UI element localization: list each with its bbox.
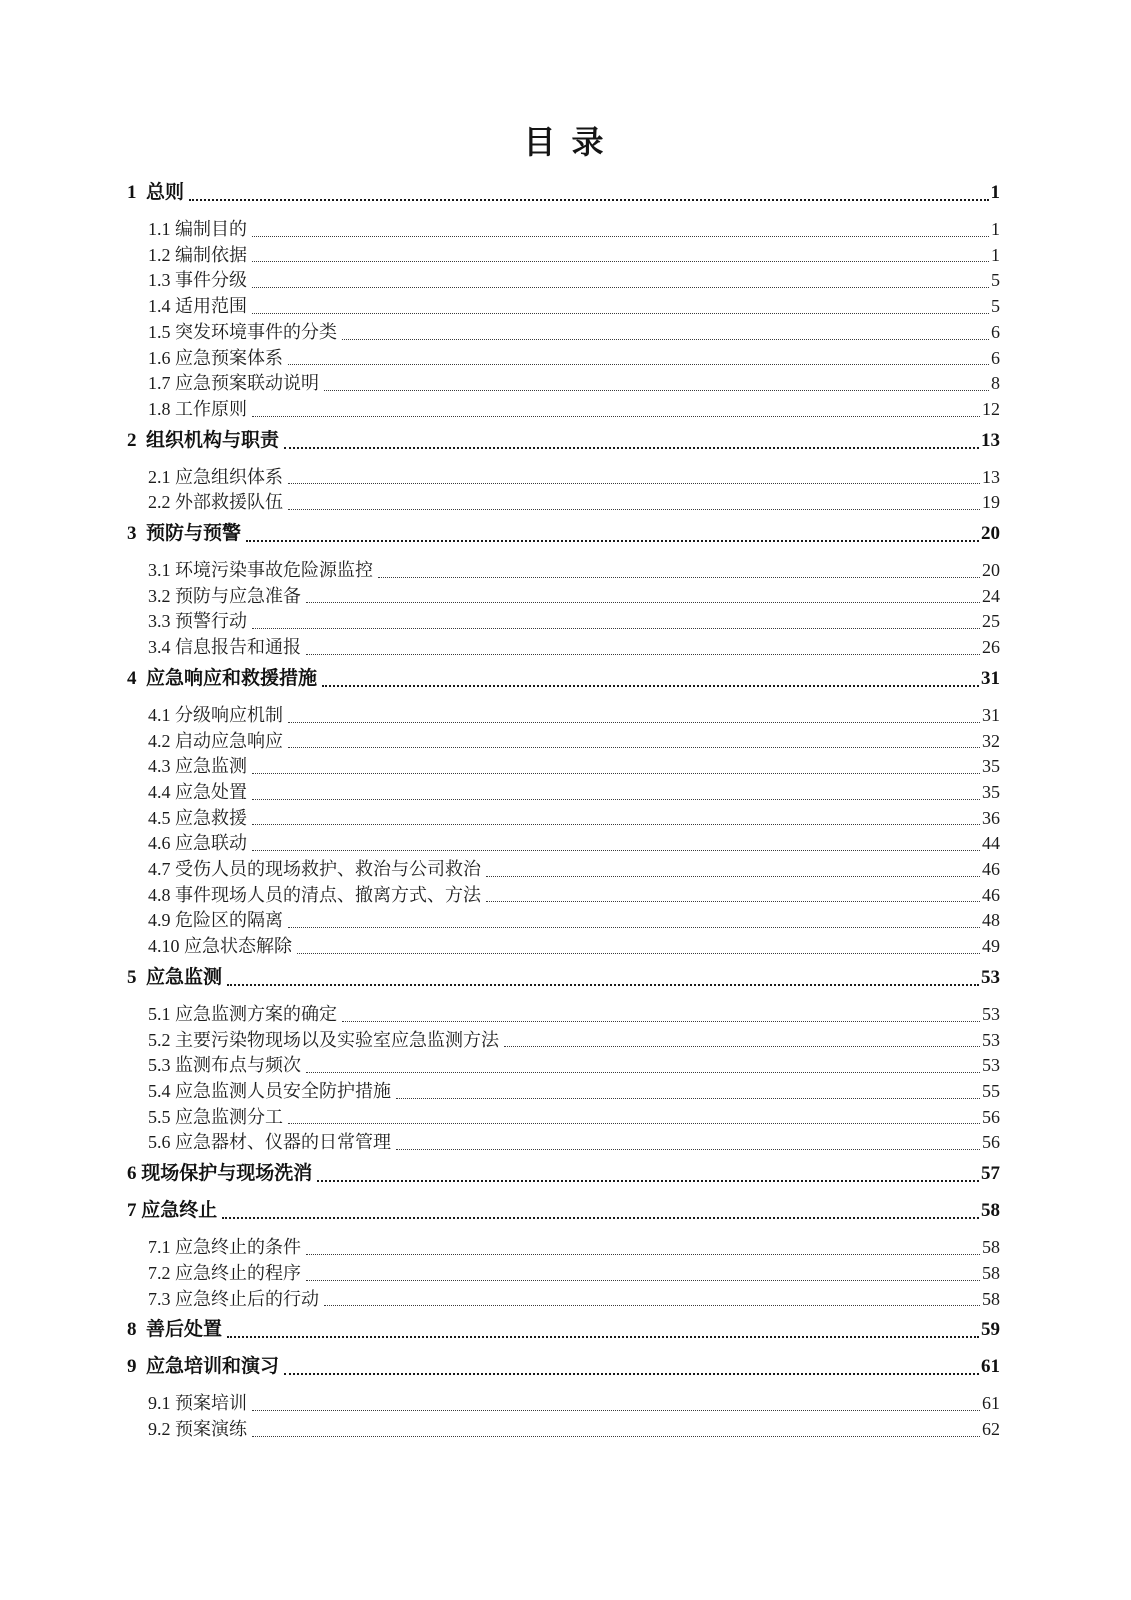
page-title: 目 录 [523, 124, 604, 160]
toc-entry-page: 13 [982, 466, 1000, 487]
toc-entry-label: 4.2 启动应急响应 [148, 730, 283, 751]
dot-leader [283, 465, 982, 491]
toc-entry-label: 4.4 应急处置 [148, 781, 247, 802]
toc-entry-page: 56 [982, 1132, 1000, 1153]
toc-entry-page: 35 [982, 781, 1000, 802]
toc-entry-label: 5.1 应急监测方案的确定 [148, 1003, 337, 1024]
toc-entry[interactable] [127, 1287, 1000, 1313]
toc-entry-page: 1 [990, 182, 1000, 203]
toc-entry-label: 4.5 应急救援 [148, 807, 247, 828]
toc-entry-page: 12 [982, 398, 1000, 419]
toc-entry-label: 4.3 应急监测 [148, 756, 247, 777]
dot-leader [247, 294, 991, 320]
dot-leader [247, 754, 982, 780]
dot-leader [301, 584, 982, 610]
toc-entry-page: 58 [982, 1262, 1000, 1283]
toc-entry-page: 6 [991, 321, 1000, 342]
toc-entry-label: 1 总则 [127, 182, 185, 203]
toc-entry-label: 5.4 应急监测人员安全防护措施 [148, 1080, 391, 1101]
toc-entry-label: 2 组织机构与职责 [127, 429, 280, 451]
toc-entry-page: 31 [982, 704, 1000, 725]
dot-leader [247, 609, 982, 635]
toc-entry[interactable] [127, 1317, 1000, 1343]
toc-entry[interactable] [127, 521, 1000, 547]
dot-leader [247, 831, 982, 857]
toc-entry[interactable] [127, 371, 1000, 397]
dot-leader [319, 371, 991, 397]
toc-entry-page: 32 [982, 730, 1000, 751]
toc-entry-label: 5 应急监测 [127, 966, 223, 988]
dot-leader [241, 521, 981, 547]
toc-entry-page: 35 [982, 756, 1000, 777]
toc-entry[interactable] [127, 1261, 1000, 1287]
dot-leader [222, 1317, 981, 1343]
toc-entry-label: 2.1 应急组织体系 [148, 466, 283, 487]
dot-leader [283, 346, 991, 372]
toc-entry-page: 1 [991, 244, 1000, 265]
dot-leader [317, 666, 981, 692]
toc-entry[interactable] [127, 1002, 1000, 1028]
dot-leader [312, 1161, 981, 1187]
toc-entry[interactable] [127, 1130, 1000, 1156]
toc-entry-page: 61 [981, 1356, 1000, 1378]
toc-entry-label: 1.6 应急预案体系 [148, 347, 283, 368]
toc-entry-label: 7 应急终止 [127, 1200, 218, 1222]
dot-leader [391, 1130, 982, 1156]
toc-entry-label: 9.2 预案演练 [148, 1418, 247, 1439]
toc-entry-label: 7.1 应急终止的条件 [148, 1237, 301, 1258]
toc-entry[interactable] [127, 965, 1000, 991]
toc-entry[interactable] [127, 780, 1000, 806]
toc-entry[interactable] [127, 1417, 1000, 1443]
toc-entry[interactable] [127, 754, 1000, 780]
toc-entry-page: 57 [981, 1163, 1000, 1185]
toc-entry-label: 6 现场保护与现场洗消 [127, 1163, 313, 1185]
toc-entry[interactable] [127, 1161, 1000, 1187]
toc-entry-page: 8 [991, 373, 1000, 394]
toc-entry[interactable] [127, 1053, 1000, 1079]
toc-entry-label: 1.5 突发环境事件的分类 [148, 321, 337, 342]
toc-entry-label: 4.8 事件现场人员的清点、撤离方式、方法 [148, 884, 481, 905]
toc-entry-page: 5 [991, 270, 1000, 291]
toc-entry-label: 4.9 危险区的隔离 [148, 910, 283, 931]
dot-leader [247, 397, 982, 423]
toc-entry-page: 26 [982, 637, 1000, 658]
toc-entry[interactable] [127, 857, 1000, 883]
toc-entry-page: 24 [982, 585, 1000, 606]
toc-entry[interactable] [127, 703, 1000, 729]
dot-leader [481, 883, 982, 909]
toc-entry-label: 7.2 应急终止的程序 [148, 1262, 301, 1283]
toc-entry[interactable] [127, 806, 1000, 832]
dot-leader [247, 268, 991, 294]
toc-entry-page: 48 [982, 910, 1000, 931]
dot-leader [283, 1105, 982, 1131]
toc-entry[interactable] [127, 609, 1000, 635]
toc-entry-label: 1.1 编制目的 [148, 219, 247, 239]
toc-entry-label: 4 应急响应和救援措施 [127, 667, 318, 689]
toc-entry-page: 56 [982, 1106, 1000, 1127]
toc-entry[interactable] [127, 180, 1000, 206]
toc-entry[interactable] [127, 217, 1000, 243]
toc-entry-page: 6 [991, 347, 1000, 368]
toc-entry-page: 49 [982, 936, 1000, 957]
dot-leader [337, 320, 991, 346]
dot-leader [499, 1028, 982, 1054]
toc-entry[interactable] [127, 243, 1000, 269]
dot-leader [247, 1391, 982, 1417]
toc-entry-page: 53 [982, 1029, 1000, 1050]
toc-entry-page: 53 [982, 1055, 1000, 1076]
toc-entry[interactable] [127, 268, 1000, 294]
toc-entry[interactable] [127, 908, 1000, 934]
toc-entry-label: 4.10 应急状态解除 [148, 936, 292, 957]
toc-entry-page: 53 [982, 1003, 1000, 1024]
toc-entry-label: 5.2 主要污染物现场以及实验室应急监测方法 [148, 1029, 499, 1050]
toc-entry-label: 1.3 事件分级 [148, 270, 247, 291]
dot-leader [247, 780, 982, 806]
toc-entry-page: 61 [982, 1393, 1000, 1414]
toc-entry-label: 3.4 信息报告和通报 [148, 637, 301, 658]
toc-entry-page: 44 [982, 833, 1000, 854]
dot-leader [283, 703, 982, 729]
toc-entry-page: 31 [981, 667, 1000, 689]
toc-entry-page: 46 [982, 884, 1000, 905]
toc-entry[interactable] [127, 831, 1000, 857]
dot-leader [283, 908, 982, 934]
toc-entry-label: 1.4 适用范围 [148, 296, 247, 317]
toc-entry[interactable] [127, 1028, 1000, 1054]
toc-entry[interactable] [127, 1235, 1000, 1261]
toc-entry-page: 62 [982, 1418, 1000, 1439]
dot-leader [279, 428, 981, 454]
dot-leader [301, 1053, 982, 1079]
dot-leader [283, 729, 982, 755]
toc-entry-page: 58 [982, 1288, 1000, 1309]
toc-entry-label: 3 预防与预警 [127, 523, 242, 545]
toc-entry[interactable] [127, 346, 1000, 372]
dot-leader [292, 934, 982, 960]
toc-entry-label: 3.3 预警行动 [148, 611, 247, 632]
toc-entry[interactable] [127, 584, 1000, 610]
toc-entry[interactable] [127, 294, 1000, 320]
dot-leader [247, 806, 982, 832]
dot-leader [301, 1235, 982, 1261]
toc-entry-label: 5.5 应急监测分工 [148, 1106, 283, 1127]
toc-entry-label: 8 善后处置 [127, 1319, 223, 1341]
dot-leader [222, 965, 981, 991]
toc-entry[interactable] [127, 1354, 1000, 1380]
dot-leader [319, 1287, 982, 1313]
dot-leader [279, 1354, 981, 1380]
toc-entry-page: 5 [991, 296, 1000, 317]
toc-entry-page: 46 [982, 859, 1000, 880]
dot-leader [373, 558, 982, 584]
dot-leader [481, 857, 982, 883]
toc-entry-page: 53 [981, 966, 1000, 988]
toc-entry-page: 59 [981, 1319, 1000, 1341]
toc-entry[interactable] [127, 635, 1000, 661]
dot-leader [301, 635, 982, 661]
toc-entry-page: 1 [991, 219, 1000, 239]
toc-entry-label: 5.3 监测布点与频次 [148, 1055, 301, 1076]
toc-entry[interactable] [127, 666, 1000, 692]
toc-entry-page: 58 [982, 1237, 1000, 1258]
toc-entry-label: 4.1 分级响应机制 [148, 704, 283, 725]
toc-entry[interactable] [127, 428, 1000, 454]
toc-entry[interactable] [127, 558, 1000, 584]
toc-entry-page: 58 [981, 1200, 1000, 1222]
dot-leader [337, 1002, 982, 1028]
toc-entry[interactable] [127, 1079, 1000, 1105]
toc-entry-label: 4.6 应急联动 [148, 833, 247, 854]
toc-entry[interactable] [127, 1105, 1000, 1131]
dot-leader [247, 1417, 982, 1443]
toc-entry-label: 7.3 应急终止后的行动 [148, 1288, 319, 1309]
toc-entry-label: 4.7 受伤人员的现场救护、救治与公司救治 [148, 859, 481, 880]
toc-entry-page: 19 [982, 492, 1000, 513]
dot-leader [283, 490, 982, 516]
dot-leader [391, 1079, 982, 1105]
dot-leader [247, 243, 991, 269]
toc-entry-page: 20 [982, 560, 1000, 581]
toc-entry-label: 2.2 外部救援队伍 [148, 492, 283, 513]
toc-entry-label: 9.1 预案培训 [148, 1393, 247, 1414]
toc-entry[interactable] [127, 934, 1000, 960]
toc-entry[interactable] [127, 883, 1000, 909]
toc-entry-label: 1.7 应急预案联动说明 [148, 373, 319, 394]
toc-entry-label: 3.2 预防与应急准备 [148, 585, 301, 606]
toc-entry[interactable] [127, 320, 1000, 346]
toc-entry-page: 36 [982, 807, 1000, 828]
toc-entry-page: 55 [982, 1080, 1000, 1101]
toc-entry-page: 13 [981, 429, 1000, 451]
dot-leader [217, 1198, 981, 1224]
dot-leader [301, 1261, 982, 1287]
toc-entry-page: 20 [981, 523, 1000, 545]
toc-entry[interactable] [127, 1198, 1000, 1224]
toc-entry[interactable] [127, 490, 1000, 516]
toc-entry-label: 1.2 编制依据 [148, 244, 247, 265]
dot-leader [247, 217, 991, 243]
toc-entry[interactable] [127, 729, 1000, 755]
toc-entry[interactable] [127, 1391, 1000, 1417]
toc-entry[interactable] [127, 465, 1000, 491]
toc-entry-label: 5.6 应急器材、仪器的日常管理 [148, 1132, 391, 1153]
toc-entry-label: 3.1 环境污染事故危险源监控 [148, 560, 373, 581]
toc-entry-page: 25 [982, 611, 1000, 632]
toc-entry[interactable] [127, 397, 1000, 423]
toc-list [127, 180, 1000, 1443]
dot-leader [184, 180, 990, 206]
toc-entry-label: 9 应急培训和演习 [127, 1356, 280, 1378]
toc-entry-label: 1.8 工作原则 [148, 398, 247, 419]
